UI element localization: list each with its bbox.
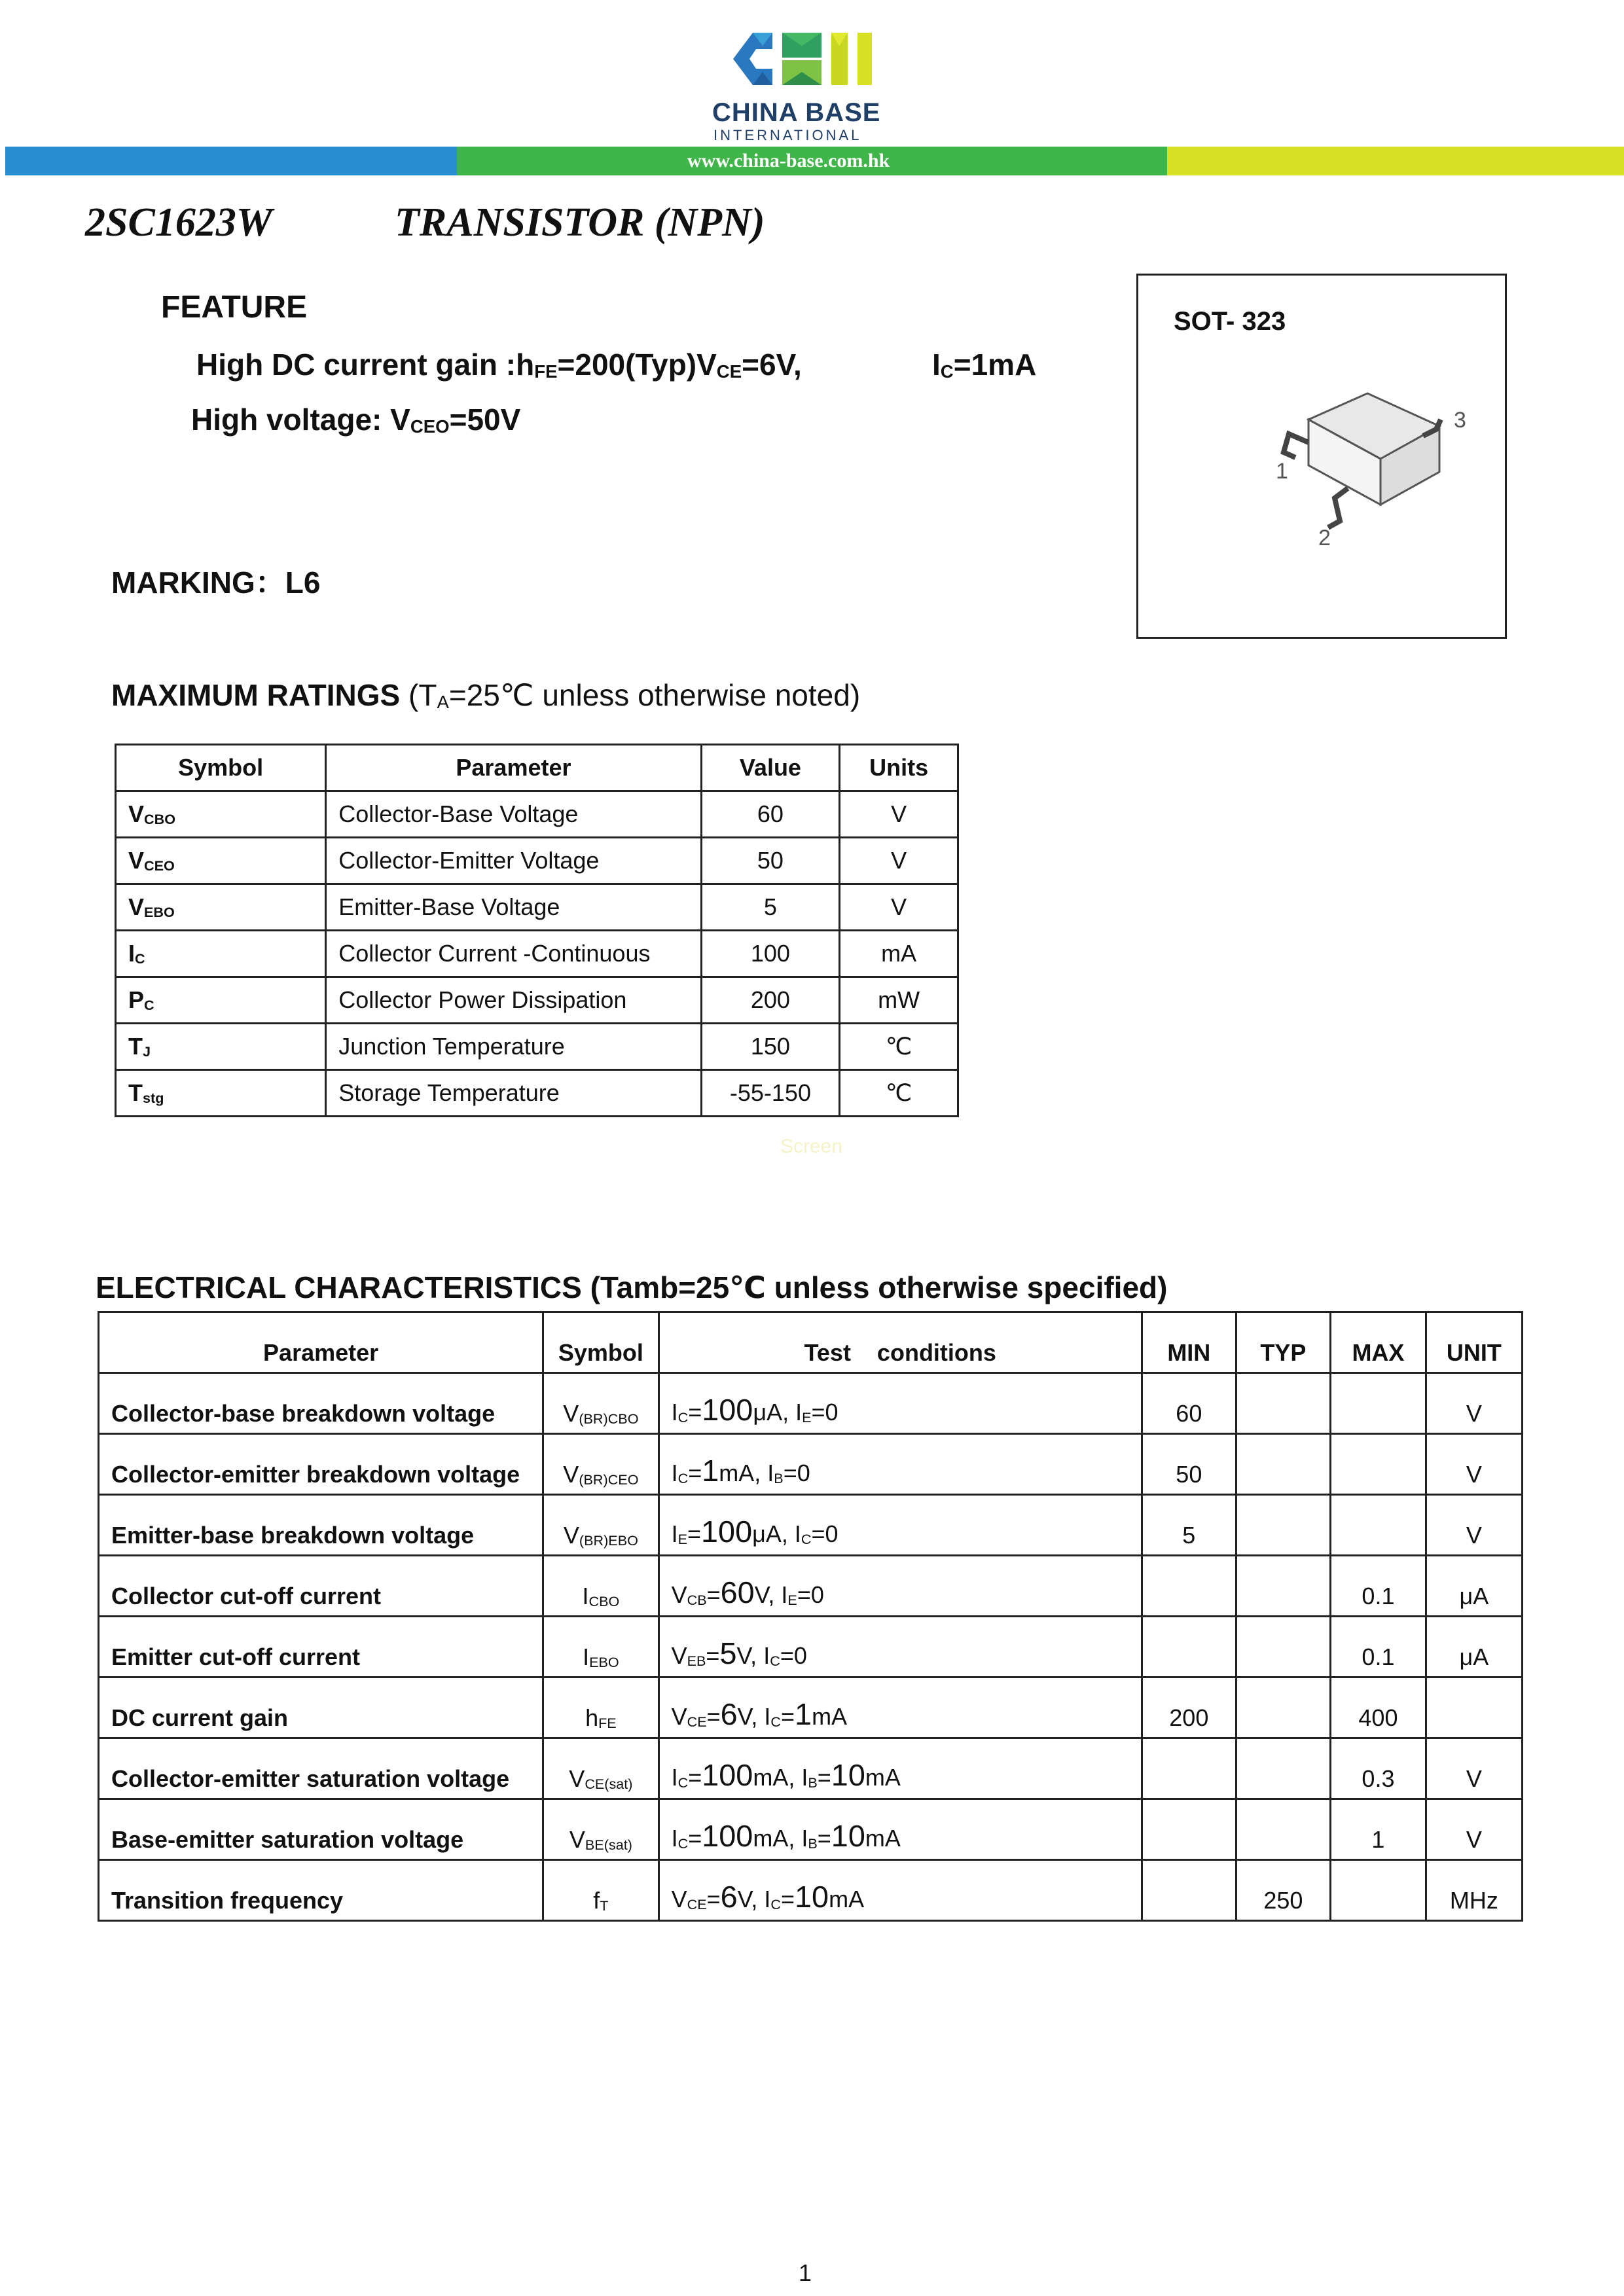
unit-cell: μA xyxy=(1426,1617,1522,1677)
pin-1-label: 1 xyxy=(1276,459,1288,484)
package-label: SOT- 323 xyxy=(1174,307,1286,336)
unit-cell: mW xyxy=(840,977,958,1024)
feature-text: =1mA xyxy=(953,348,1037,382)
company-logo xyxy=(727,20,884,98)
symbol-cell: $I_{EBO}$ xyxy=(543,1617,659,1677)
column-header: Value xyxy=(701,745,840,791)
unit-cell xyxy=(1426,1677,1522,1738)
feature-heading: FEATURE xyxy=(161,290,308,325)
max-cell xyxy=(1331,1495,1426,1556)
parameter-cell: Storage Temperature xyxy=(326,1070,701,1117)
table-row xyxy=(99,1677,1523,1738)
table-row xyxy=(99,1434,1523,1495)
unit-cell: V xyxy=(840,838,958,884)
min-cell xyxy=(1142,1617,1236,1677)
table-row xyxy=(99,1799,1523,1860)
unit-cell: ℃ xyxy=(840,1024,958,1070)
unit-cell: μA xyxy=(1426,1556,1522,1617)
min-cell xyxy=(1142,1556,1236,1617)
symbol-cell: $P_C$ xyxy=(116,977,326,1024)
typ-cell xyxy=(1236,1799,1330,1860)
unit-cell: V xyxy=(1426,1738,1522,1799)
symbol-cell: $I_{CBO}$ xyxy=(543,1556,659,1617)
symbol-cell: $V_{BE(sat)}$ xyxy=(543,1799,659,1860)
column-header: Test conditions xyxy=(659,1312,1142,1373)
parameter-cell: Emitter-Base Voltage xyxy=(326,884,701,931)
parameter-cell: Base-emitter saturation voltage xyxy=(99,1799,543,1860)
company-name: CHINA BASE xyxy=(712,98,881,127)
device-type: TRANSISTOR (NPN) xyxy=(395,200,765,245)
test-conditions-cell: $I_C=1mA$, $I_B=0$ xyxy=(659,1434,1142,1495)
feature-text: =50V xyxy=(449,403,521,437)
feature-text: =6V, xyxy=(742,348,802,382)
parameter-cell: Emitter-base breakdown voltage xyxy=(99,1495,543,1556)
feature-text: =200(Typ)V xyxy=(557,348,717,382)
typ-cell xyxy=(1236,1738,1330,1799)
unit-cell: V xyxy=(840,884,958,931)
unit-cell: mA xyxy=(840,931,958,977)
typ-cell xyxy=(1236,1556,1330,1617)
feature-text: I xyxy=(932,348,941,382)
value-cell: 50 xyxy=(701,838,840,884)
sot323-package-icon xyxy=(1269,380,1479,564)
max-ratings-heading-rest: =25℃ unless otherwise noted) xyxy=(448,678,861,712)
symbol-cell: $V_{(BR)CEO}$ xyxy=(543,1434,659,1495)
column-header: UNIT xyxy=(1426,1312,1522,1373)
parameter-cell: Collector-emitter breakdown voltage xyxy=(99,1434,543,1495)
max-cell xyxy=(1331,1860,1426,1921)
feature-line-1-ic xyxy=(932,347,1036,382)
header-bar-blue xyxy=(5,147,457,175)
max-cell xyxy=(1331,1434,1426,1495)
symbol-cell: $T_J$ xyxy=(116,1024,326,1070)
feature-text: High voltage: V xyxy=(191,403,410,437)
symbol-cell: $T_{stg}$ xyxy=(116,1070,326,1117)
test-conditions-cell: $I_C=100\mu A$, $I_E=0$ xyxy=(659,1373,1142,1434)
symbol-cell: $V_{(BR)EBO}$ xyxy=(543,1495,659,1556)
parameter-cell: Emitter cut-off current xyxy=(99,1617,543,1677)
typ-cell xyxy=(1236,1434,1330,1495)
header-url[interactable]: www.china-base.com.hk xyxy=(687,150,890,171)
symbol-cell: $V_{(BR)CBO}$ xyxy=(543,1373,659,1434)
feature-sub: FE xyxy=(534,361,558,382)
parameter-cell: Collector Current -Continuous xyxy=(326,931,701,977)
typ-cell xyxy=(1236,1373,1330,1434)
parameter-cell: Collector-Base Voltage xyxy=(326,791,701,838)
table-row xyxy=(99,1373,1523,1434)
table-row xyxy=(99,1738,1523,1799)
test-conditions-cell: $V_{CE}=6V$, $I_C=10mA$ xyxy=(659,1860,1142,1921)
unit-cell: ℃ xyxy=(840,1070,958,1117)
min-cell xyxy=(1142,1860,1236,1921)
max-cell: 0.3 xyxy=(1331,1738,1426,1799)
table-row xyxy=(116,977,958,1024)
column-header: TYP xyxy=(1236,1312,1330,1373)
test-conditions-cell: $V_{CE}=6V$, $I_C=1mA$ xyxy=(659,1677,1142,1738)
package-box xyxy=(1136,274,1507,639)
table-header-row xyxy=(99,1312,1523,1373)
min-cell: 50 xyxy=(1142,1434,1236,1495)
max-ratings-heading xyxy=(111,677,860,713)
test-conditions-cell: $I_E=100\mu A$, $I_C=0$ xyxy=(659,1495,1142,1556)
min-cell: 5 xyxy=(1142,1495,1236,1556)
faint-watermark-text: Screen xyxy=(780,1136,843,1157)
header-bar-yellow xyxy=(1167,147,1624,175)
table-row xyxy=(99,1495,1523,1556)
max-cell: 0.1 xyxy=(1331,1617,1426,1677)
parameter-cell: Transition frequency xyxy=(99,1860,543,1921)
marking: MARKING：L6 xyxy=(111,565,321,600)
max-ratings-heading-rest: (T xyxy=(400,678,437,712)
value-cell: 100 xyxy=(701,931,840,977)
part-number: 2SC1623W xyxy=(85,200,272,245)
symbol-cell: $h_{FE}$ xyxy=(543,1677,659,1738)
table-row xyxy=(116,838,958,884)
symbol-cell: $I_C$ xyxy=(116,931,326,977)
parameter-cell: Collector-base breakdown voltage xyxy=(99,1373,543,1434)
column-header: Parameter xyxy=(326,745,701,791)
parameter-cell: Junction Temperature xyxy=(326,1024,701,1070)
unit-cell: V xyxy=(1426,1799,1522,1860)
min-cell xyxy=(1142,1799,1236,1860)
typ-cell xyxy=(1236,1617,1330,1677)
value-cell: 60 xyxy=(701,791,840,838)
parameter-cell: Collector cut-off current xyxy=(99,1556,543,1617)
feature-line-2 xyxy=(191,402,520,437)
unit-cell: MHz xyxy=(1426,1860,1522,1921)
parameter-cell: Collector-Emitter Voltage xyxy=(326,838,701,884)
unit-cell: V xyxy=(1426,1495,1522,1556)
electrical-table xyxy=(98,1311,1523,1922)
feature-sub: CE xyxy=(716,361,742,382)
table-header-row xyxy=(116,745,958,791)
column-header: Units xyxy=(840,745,958,791)
column-header: Parameter xyxy=(99,1312,543,1373)
test-conditions-cell: $V_{CB}=60V$, $I_E=0$ xyxy=(659,1556,1142,1617)
table-row xyxy=(116,884,958,931)
typ-cell xyxy=(1236,1677,1330,1738)
unit-cell: V xyxy=(1426,1434,1522,1495)
min-cell xyxy=(1142,1738,1236,1799)
test-conditions-cell: $I_C=100mA$, $I_B=10mA$ xyxy=(659,1738,1142,1799)
table-row xyxy=(99,1556,1523,1617)
column-header: MAX xyxy=(1331,1312,1426,1373)
max-ratings-heading-bold: MAXIMUM RATINGS xyxy=(111,678,401,712)
company-subtitle: INTERNATIONAL xyxy=(713,127,862,143)
min-cell: 200 xyxy=(1142,1677,1236,1738)
feature-line-1 xyxy=(196,347,802,382)
feature-text: High DC current gain :h xyxy=(196,348,535,382)
max-cell: 1 xyxy=(1331,1799,1426,1860)
unit-cell: V xyxy=(1426,1373,1522,1434)
value-cell: 5 xyxy=(701,884,840,931)
pin-2-label: 2 xyxy=(1318,526,1331,550)
parameter-cell: Collector-emitter saturation voltage xyxy=(99,1738,543,1799)
column-header: MIN xyxy=(1142,1312,1236,1373)
max-cell: 0.1 xyxy=(1331,1556,1426,1617)
symbol-cell: $f_T$ xyxy=(543,1860,659,1921)
typ-cell xyxy=(1236,1495,1330,1556)
cbi-logo-icon xyxy=(727,20,884,98)
test-conditions-cell: $I_C=100mA$, $I_B=10mA$ xyxy=(659,1799,1142,1860)
typ-cell: 250 xyxy=(1236,1860,1330,1921)
table-row xyxy=(116,1024,958,1070)
table-row xyxy=(116,791,958,838)
column-header: Symbol xyxy=(116,745,326,791)
feature-sub: C xyxy=(940,361,954,382)
max-ratings-table xyxy=(115,744,959,1117)
table-row xyxy=(99,1617,1523,1677)
symbol-cell: $V_{CBO}$ xyxy=(116,791,326,838)
max-cell xyxy=(1331,1373,1426,1434)
value-cell: 200 xyxy=(701,977,840,1024)
table-row xyxy=(116,1070,958,1117)
max-cell: 400 xyxy=(1331,1677,1426,1738)
table-row xyxy=(99,1860,1523,1921)
min-cell: 60 xyxy=(1142,1373,1236,1434)
parameter-cell: DC current gain xyxy=(99,1677,543,1738)
symbol-cell: $V_{CEO}$ xyxy=(116,838,326,884)
pin-3-label: 3 xyxy=(1454,408,1466,433)
test-conditions-cell: $V_{EB}=5V$, $I_C=0$ xyxy=(659,1617,1142,1677)
value-cell: 150 xyxy=(701,1024,840,1070)
table-row xyxy=(116,931,958,977)
max-ratings-heading-sub: A xyxy=(437,692,449,713)
feature-sub: CEO xyxy=(410,416,450,437)
parameter-cell: Collector Power Dissipation xyxy=(326,977,701,1024)
symbol-cell: $V_{CE(sat)}$ xyxy=(543,1738,659,1799)
electrical-heading: ELECTRICAL CHARACTERISTICS (Tamb=25℃ unless otherwise specified) xyxy=(96,1270,1168,1304)
value-cell: -55-150 xyxy=(701,1070,840,1117)
page-number: 1 xyxy=(799,2259,812,2286)
symbol-cell: $V_{EBO}$ xyxy=(116,884,326,931)
unit-cell: V xyxy=(840,791,958,838)
column-header: Symbol xyxy=(543,1312,659,1373)
